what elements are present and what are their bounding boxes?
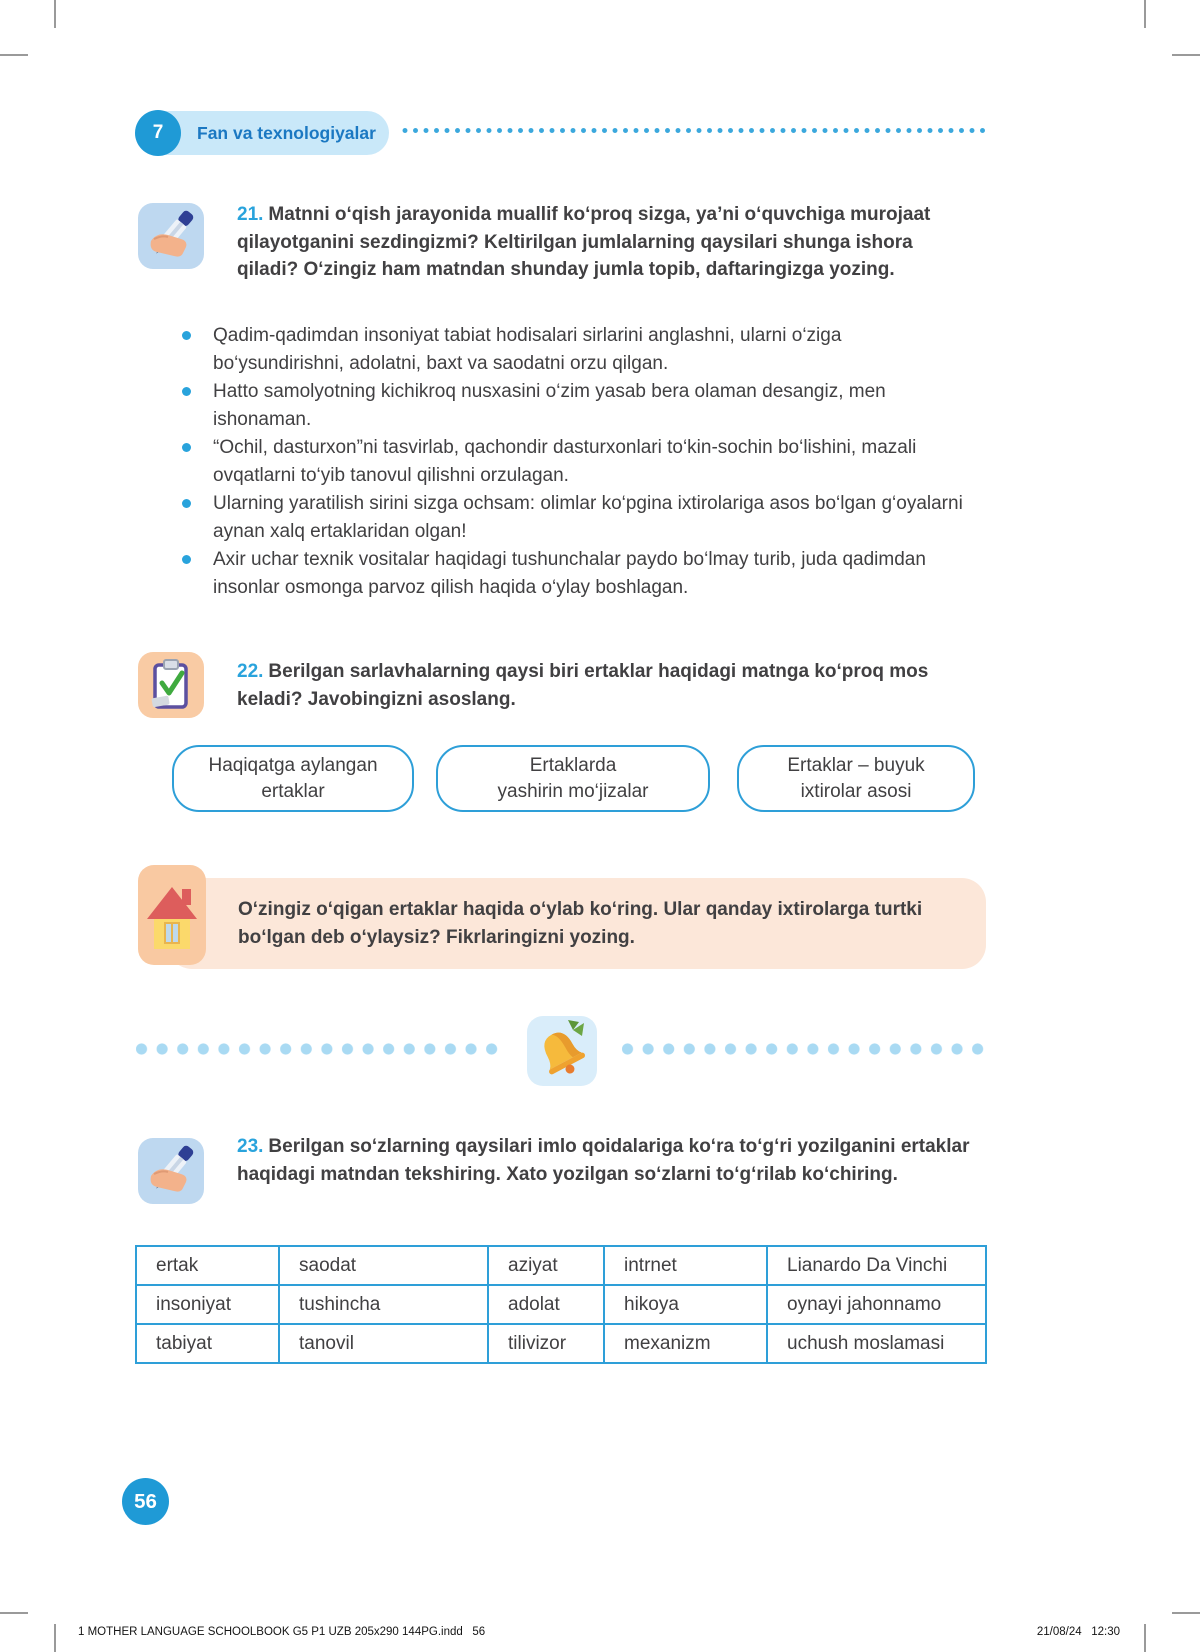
table-cell: tanovil	[279, 1324, 488, 1363]
table-cell: adolat	[488, 1285, 604, 1324]
table-cell: uchush moslamasi	[767, 1324, 986, 1363]
table-cell: ertak	[136, 1246, 279, 1285]
unit-header-pill	[137, 111, 389, 155]
unit-number: 7	[152, 122, 164, 143]
crop-mark	[0, 1612, 28, 1614]
crop-mark	[0, 54, 28, 56]
bullet-item: “Ochil, dasturxon”ni tasvirlab, qachondir dasturxonlari to‘kin-sochin bo‘lishini, mazali ovqatlarni to‘yib tanovul qilishni orzulagan.	[180, 434, 976, 489]
table-cell: hikoya	[604, 1285, 767, 1324]
crop-mark	[1144, 0, 1146, 28]
bullet-item: Qadim-qadimdan insoniyat tabiat hodisalari sirlarini anglashni, ularni o‘ziga bo‘ysundirishni, adolatni, baxt va saodatni orzu qilgan.	[180, 322, 976, 377]
title-option-pill	[436, 745, 710, 812]
callout-text: O‘zingiz o‘qigan ertaklar haqida o‘ylab ko‘ring. Ular qanday ixtirolarga turtki bo‘lgan deb o‘ylaysiz? Fikrlaringizni yozing.	[238, 898, 923, 948]
bullet-item: Hatto samolyotning kichikroq nusxasini o‘zim yasab bera olaman desangiz, men ishonaman.	[180, 378, 976, 433]
exercise22-instruction	[237, 658, 971, 713]
exercise21-instruction	[237, 201, 953, 284]
divider-dots	[622, 1043, 988, 1055]
footer-imprint: 1 MOTHER LANGUAGE SCHOOLBOOK G5 P1 UZB 205x290 144PG.indd 56	[78, 1626, 486, 1638]
exercise21-text: Matnni o‘qish jarayonida muallif ko‘proq sizga, ya’ni o‘quvchiga murojaat qilayotganini sezdingizmi? Keltirilgan jumlalarning qaysilari shunga ishora qiladi? O‘zingiz ham matndan shunday jumla topib, daftaringizga yozing.	[237, 204, 931, 280]
crop-mark	[1172, 54, 1200, 56]
option-line: yashirin mo‘jizalar	[497, 780, 649, 802]
callout-box	[168, 878, 986, 969]
title-option-pill	[172, 745, 414, 812]
unit-title: Fan va texnologiyalar	[197, 122, 376, 143]
option-line: Ertaklarda	[529, 754, 617, 776]
page-number: 56	[134, 1489, 157, 1513]
exercise22-icon-box	[138, 652, 204, 718]
table-cell: insoniyat	[136, 1285, 279, 1324]
exercise23-instruction	[237, 1133, 971, 1188]
crop-mark	[54, 0, 56, 28]
crop-mark	[1144, 1624, 1146, 1652]
table-row	[136, 1246, 986, 1285]
crop-mark	[1172, 1612, 1200, 1614]
table-row	[136, 1324, 986, 1363]
option-line: Ertaklar – buyuk	[787, 754, 925, 776]
table-cell: tilivizor	[488, 1324, 604, 1363]
option-line: Haqiqatga aylangan	[208, 754, 378, 776]
exercise22-number: 22.	[237, 661, 264, 682]
clipboard-check-icon	[138, 652, 204, 718]
bullet-item: Axir uchar texnik vositalar haqidagi tushunchalar paydo bo‘lmay turib, juda qadimdan insonlar osmonga parvoz qilish haqida o‘ylay boshlagan.	[180, 546, 976, 601]
footer-timestamp: 21/08/24 12:30	[1036, 1626, 1120, 1638]
unit-number-badge	[135, 110, 181, 156]
exercise21-number: 21.	[237, 204, 264, 225]
exercise21-icon-box	[138, 203, 204, 269]
pen-in-hand-icon	[138, 1138, 204, 1204]
divider-dots	[136, 1043, 506, 1055]
dotted-rule	[402, 127, 990, 134]
divider-icon-box	[527, 1016, 597, 1086]
table-cell: Lianardo Da Vinchi	[767, 1246, 986, 1285]
title-option-pill	[737, 745, 975, 812]
table-cell: oynayi jahonnamo	[767, 1285, 986, 1324]
table-cell: aziyat	[488, 1246, 604, 1285]
exercise23-number: 23.	[237, 1136, 264, 1157]
table-cell: intrnet	[604, 1246, 767, 1285]
exercise23-text: Berilgan so‘zlarning qaysilari imlo qoidalariga ko‘ra to‘g‘ri yozilganini ertaklar haqidagi matndan tekshiring. Xato yozilgan so‘zlarni to‘g‘rilab ko‘chiring.	[237, 1136, 970, 1185]
table-cell: tabiyat	[136, 1324, 279, 1363]
word-table	[135, 1245, 987, 1364]
house-icon	[138, 865, 206, 965]
table-cell: tushincha	[279, 1285, 488, 1324]
bullet-item: Ularning yaratilish sirini sizga ochsam: olimlar ko‘pgina ixtirolariga asos bo‘lgan g‘oyalarni aynan xalq ertaklaridan olgan!	[180, 490, 976, 545]
exercise23-icon-box	[138, 1138, 204, 1204]
table-cell: saodat	[279, 1246, 488, 1285]
option-line: ertaklar	[261, 780, 325, 802]
table-row	[136, 1285, 986, 1324]
exercise22-text: Berilgan sarlavhalarning qaysi biri ertaklar haqidagi matnga ko‘proq mos keladi? Javobingizni asoslang.	[237, 661, 929, 710]
pen-in-hand-icon	[138, 203, 204, 269]
table-cell: mexanizm	[604, 1324, 767, 1363]
exercise21-bullet-list	[180, 322, 976, 602]
option-line: ixtirolar asosi	[800, 780, 912, 802]
bell-icon	[527, 1016, 597, 1086]
crop-mark	[54, 1624, 56, 1652]
callout-icon-box	[138, 865, 206, 965]
page-number-badge	[122, 1478, 169, 1525]
